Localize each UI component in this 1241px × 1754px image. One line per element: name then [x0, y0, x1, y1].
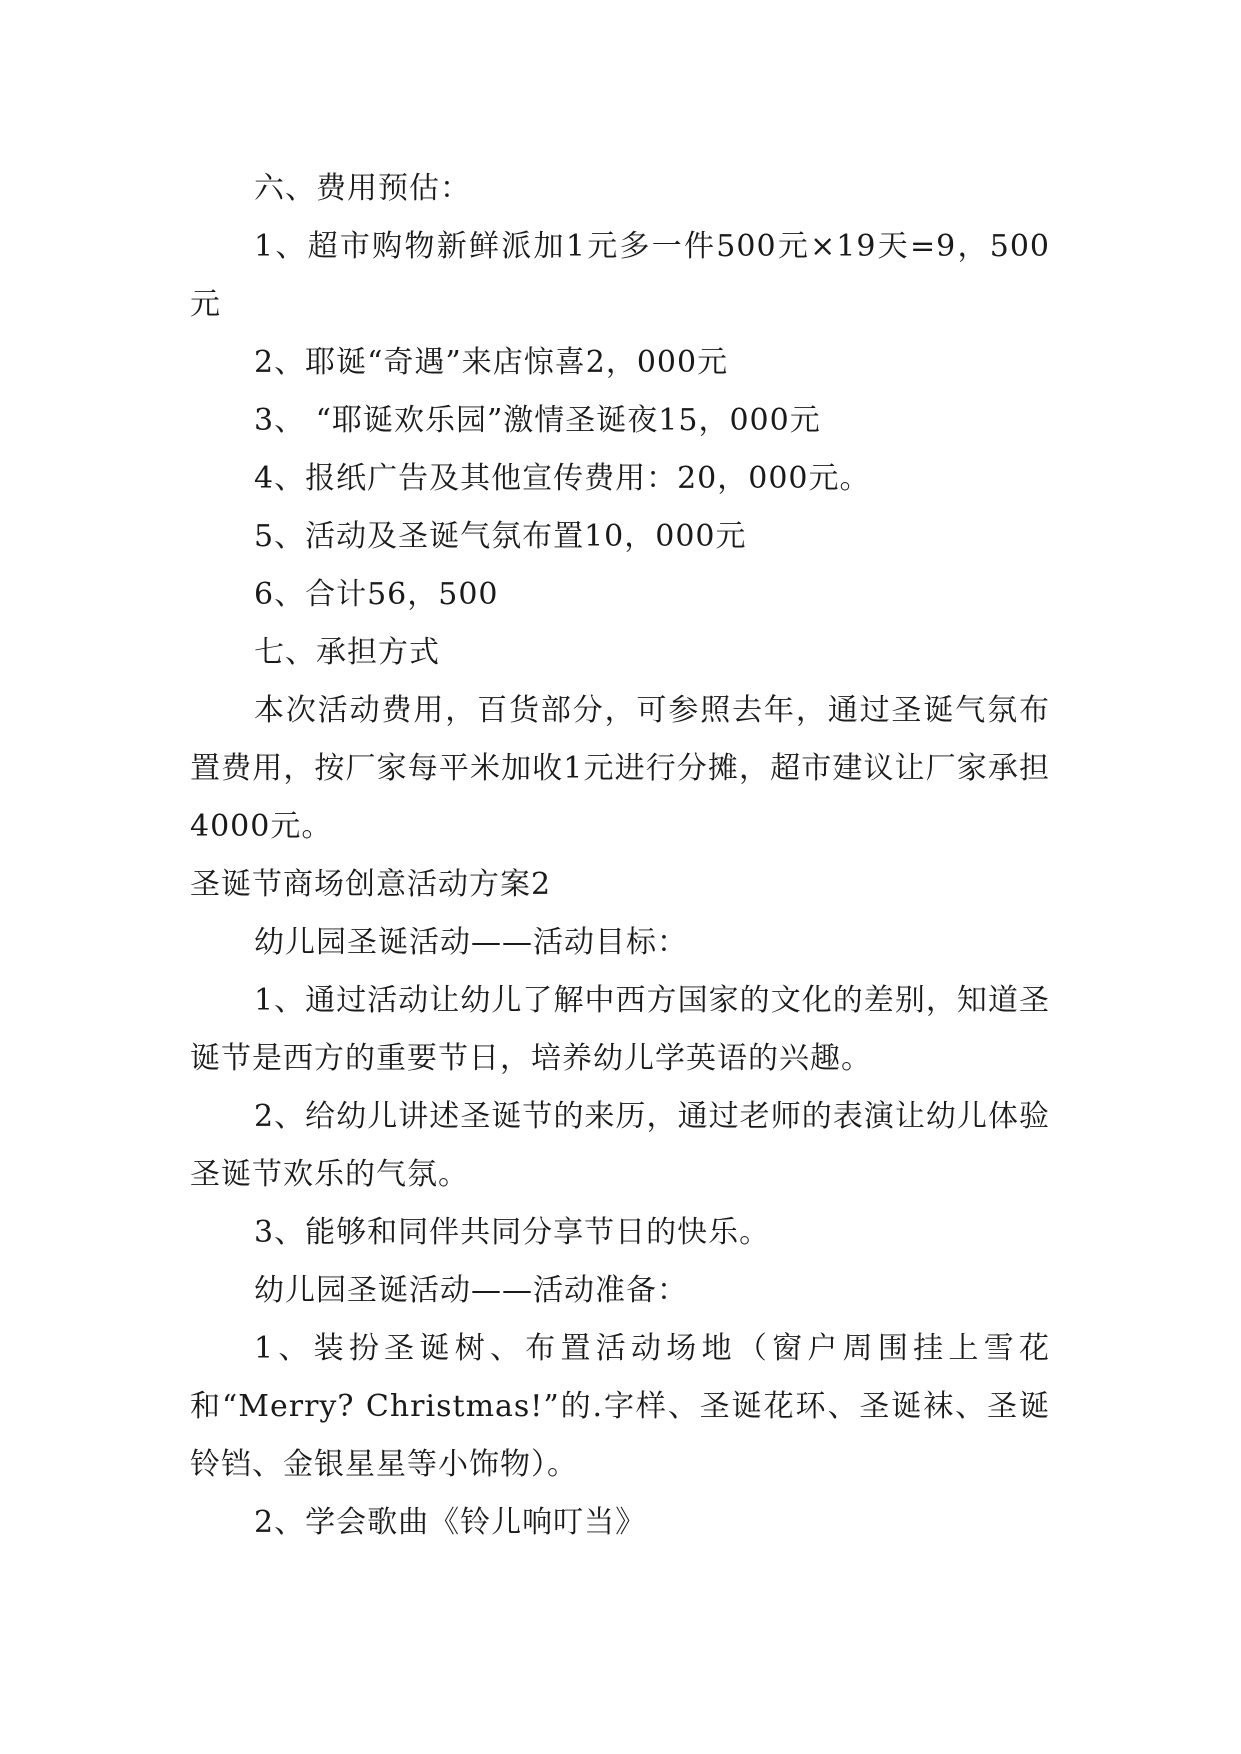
document-page [190, 160, 1050, 1552]
goal-item-2: 2、给幼儿讲述圣诞节的来历，通过老师的表演让幼儿体验圣诞节欢乐的气氛。 [190, 1099, 1050, 1192]
cost-item-5: 5、活动及圣诞气氛布置10，000元 [254, 519, 747, 554]
section-heading-activity-preparation: 幼儿园圣诞活动——活动准备： [254, 1273, 688, 1308]
cost-bearing-paragraph: 本次活动费用，百货部分，可参照去年，通过圣诞气氛布置费用，按厂家每平米加收1元进行分摊，超市建议让厂家承担4000元。 [190, 693, 1050, 844]
section-heading-activity-goals: 幼儿园圣诞活动——活动目标： [254, 925, 688, 960]
preparation-item-2: 2、学会歌曲《铃儿响叮当》 [254, 1505, 647, 1540]
goal-item-3: 3、能够和同伴共同分享节日的快乐。 [254, 1215, 771, 1250]
section-heading-cost-bearing: 七、承担方式 [254, 635, 440, 670]
cost-item-6-total: 6、合计56，500 [254, 577, 499, 612]
section-heading-cost-estimate: 六、费用预估： [254, 171, 471, 206]
goal-item-1: 1、通过活动让幼儿了解中西方国家的文化的差别，知道圣诞节是西方的重要节日，培养幼儿学英语的兴趣。 [190, 983, 1050, 1076]
cost-item-1: 1、超市购物新鲜派加1元多一件500元×19天=9，500元 [190, 229, 1050, 322]
cost-item-4: 4、报纸广告及其他宣传费用：20，000元。 [254, 461, 871, 496]
cost-item-3: 3、 “耶诞欢乐园”激情圣诞夜15，000元 [254, 403, 821, 438]
preparation-item-1: 1、装扮圣诞树、布置活动场地（窗户周围挂上雪花和“Merry? Christmas!”的.字样、圣诞花环、圣诞袜、圣诞铃铛、金银星星等小饰物）。 [190, 1331, 1050, 1482]
cost-item-2: 2、耶诞“奇遇”来店惊喜2，000元 [254, 345, 729, 380]
plan-2-title: 圣诞节商场创意活动方案2 [190, 867, 552, 902]
